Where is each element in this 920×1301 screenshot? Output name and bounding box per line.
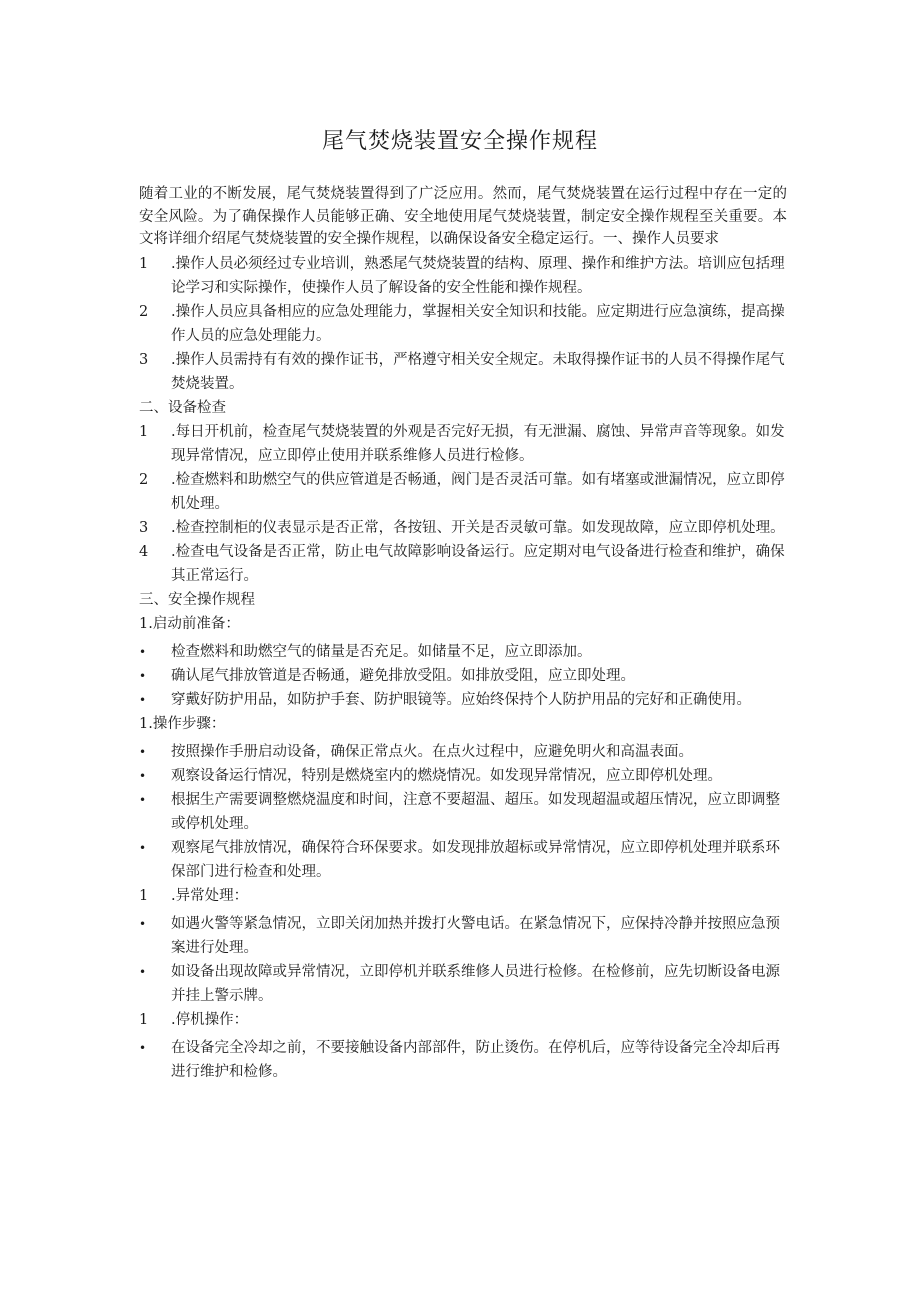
bullet-text: 在设备完全冷却之前，不要接触设备内部部件，防止烫伤。在停机后，应等待设备完全冷却后再进行维护和检修。 xyxy=(171,1039,780,1080)
item-text: .操作人员需持有有效的操作证书，严格遵守相关安全规定。未取得操作证书的人员不得操作尾气焚烧装置。 xyxy=(171,351,785,392)
subsection-heading: 1.操作步骤： xyxy=(139,715,226,732)
bullet-icon: • xyxy=(139,644,147,659)
bullet-text: 确认尾气排放管道是否畅通，避免排放受阻。如排放受阻，应立即处理。 xyxy=(171,667,635,684)
bullet-text: 按照操作手册启动设备，确保正常点火。在点火过程中，应避免明火和高温表面。 xyxy=(171,743,693,760)
document-body xyxy=(139,183,787,1084)
item-text: .异常处理： xyxy=(171,887,249,904)
item-text: .检查电气设备是否正常，防止电气故障影响设备运行。应定期对电气设备进行检查和维护，确保其正常运行。 xyxy=(171,543,785,584)
bullet-text: 观察尾气排放情况，确保符合环保要求。如发现排放超标或异常情况，应立即停机处理并联系环保部门进行检查和处理。 xyxy=(171,839,780,880)
bullet-item xyxy=(139,688,787,712)
bullet-item xyxy=(139,764,787,788)
intro-paragraph: 随着工业的不断发展，尾气焚烧装置得到了广泛应用。然而，尾气焚烧装置在运行过程中存在一定的安全风险。为了确保操作人员能够正确、安全地使用尾气焚烧装置，制定安全操作规程至关重要。本文将详细介绍尾气焚烧装置的安全操作规程，以确保设备安全稳定运行。一、操作人员要求 xyxy=(139,186,787,248)
bullet-text: 检查燃料和助燃空气的储量是否充足。如储量不足，应立即添加。 xyxy=(171,643,592,660)
bullet-icon: • xyxy=(139,692,147,707)
list-item xyxy=(139,540,787,588)
bullet-icon: • xyxy=(139,964,147,979)
item-text: .每日开机前，检查尾气焚烧装置的外观是否完好无损，有无泄漏、腐蚀、异常声音等现象。如发现异常情况，应立即停止使用并联系维修人员进行检修。 xyxy=(171,423,785,464)
bullet-item xyxy=(139,640,787,664)
sub4-bullets xyxy=(139,1036,787,1084)
bullet-text: 如设备出现故障或异常情况，立即停机并联系维修人员进行检修。在检修前，应先切断设备电源并挂上警示牌。 xyxy=(171,963,780,1004)
list-item xyxy=(139,516,787,540)
subsection-heading: 1.启动前准备： xyxy=(139,615,240,632)
item-text: .检查燃料和助燃空气的供应管道是否畅通，阀门是否灵活可靠。如有堵塞或泄漏情况，应立即停机处理。 xyxy=(171,471,785,512)
list-item xyxy=(139,300,787,348)
section1-list xyxy=(139,252,787,396)
item-number: 1 xyxy=(139,423,149,440)
bullet-item xyxy=(139,740,787,764)
bullet-item xyxy=(139,788,787,836)
subsection-heading xyxy=(139,884,787,908)
bullet-icon: • xyxy=(139,916,147,931)
bullet-icon: • xyxy=(139,792,147,807)
bullet-text: 观察设备运行情况，特别是燃烧室内的燃烧情况。如发现异常情况，应立即停机处理。 xyxy=(171,767,722,784)
bullet-icon: • xyxy=(139,1040,147,1055)
bullet-item xyxy=(139,664,787,688)
item-number: 1 xyxy=(139,1011,149,1028)
item-text: .操作人员应具备相应的应急处理能力，掌握相关安全知识和技能。应定期进行应急演练，提高操作人员的应急处理能力。 xyxy=(171,303,785,344)
section2-list xyxy=(139,420,787,588)
sub2-bullets xyxy=(139,740,787,884)
bullet-icon: • xyxy=(139,744,147,759)
section-heading: 三、安全操作规程 xyxy=(139,591,255,608)
section-heading: 二、设备检查 xyxy=(139,399,226,416)
item-number: 2 xyxy=(139,303,149,320)
item-text: .操作人员必须经过专业培训，熟悉尾气焚烧装置的结构、原理、操作和维护方法。培训应包括理论学习和实际操作，使操作人员了解设备的安全性能和操作规程。 xyxy=(171,255,785,296)
item-number: 3 xyxy=(139,519,149,536)
item-text: .检查控制柜的仪表显示是否正常，各按钮、开关是否灵敏可靠。如发现故障，应立即停机处理。 xyxy=(171,519,785,536)
list-item xyxy=(139,252,787,300)
subsection-heading xyxy=(139,1008,787,1032)
item-number: 1 xyxy=(139,255,149,272)
sub1-bullets xyxy=(139,640,787,712)
bullet-item xyxy=(139,1036,787,1084)
document-title: 尾气焚烧装置安全操作规程 xyxy=(321,129,598,154)
bullet-text: 穿戴好防护用品，如防护手套、防护眼镜等。应始终保持个人防护用品的完好和正确使用。 xyxy=(171,691,751,708)
bullet-text: 根据生产需要调整燃烧温度和时间，注意不要超温、超压。如发现超温或超压情况，应立即调整或停机处理。 xyxy=(171,791,780,832)
bullet-icon: • xyxy=(139,668,147,683)
item-text: .停机操作： xyxy=(171,1011,249,1028)
item-number: 4 xyxy=(139,543,149,560)
list-item xyxy=(139,348,787,396)
list-item xyxy=(139,420,787,468)
bullet-icon: • xyxy=(139,768,147,783)
item-number: 1 xyxy=(139,887,149,904)
bullet-text: 如遇火警等紧急情况，立即关闭加热并拨打火警电话。在紧急情况下，应保持冷静并按照应急预案进行处理。 xyxy=(171,915,780,956)
bullet-icon: • xyxy=(139,840,147,855)
list-item xyxy=(139,468,787,516)
item-number: 3 xyxy=(139,351,149,368)
bullet-item xyxy=(139,836,787,884)
bullet-item xyxy=(139,960,787,1008)
item-number: 2 xyxy=(139,471,149,488)
bullet-item xyxy=(139,912,787,960)
sub3-bullets xyxy=(139,912,787,1008)
